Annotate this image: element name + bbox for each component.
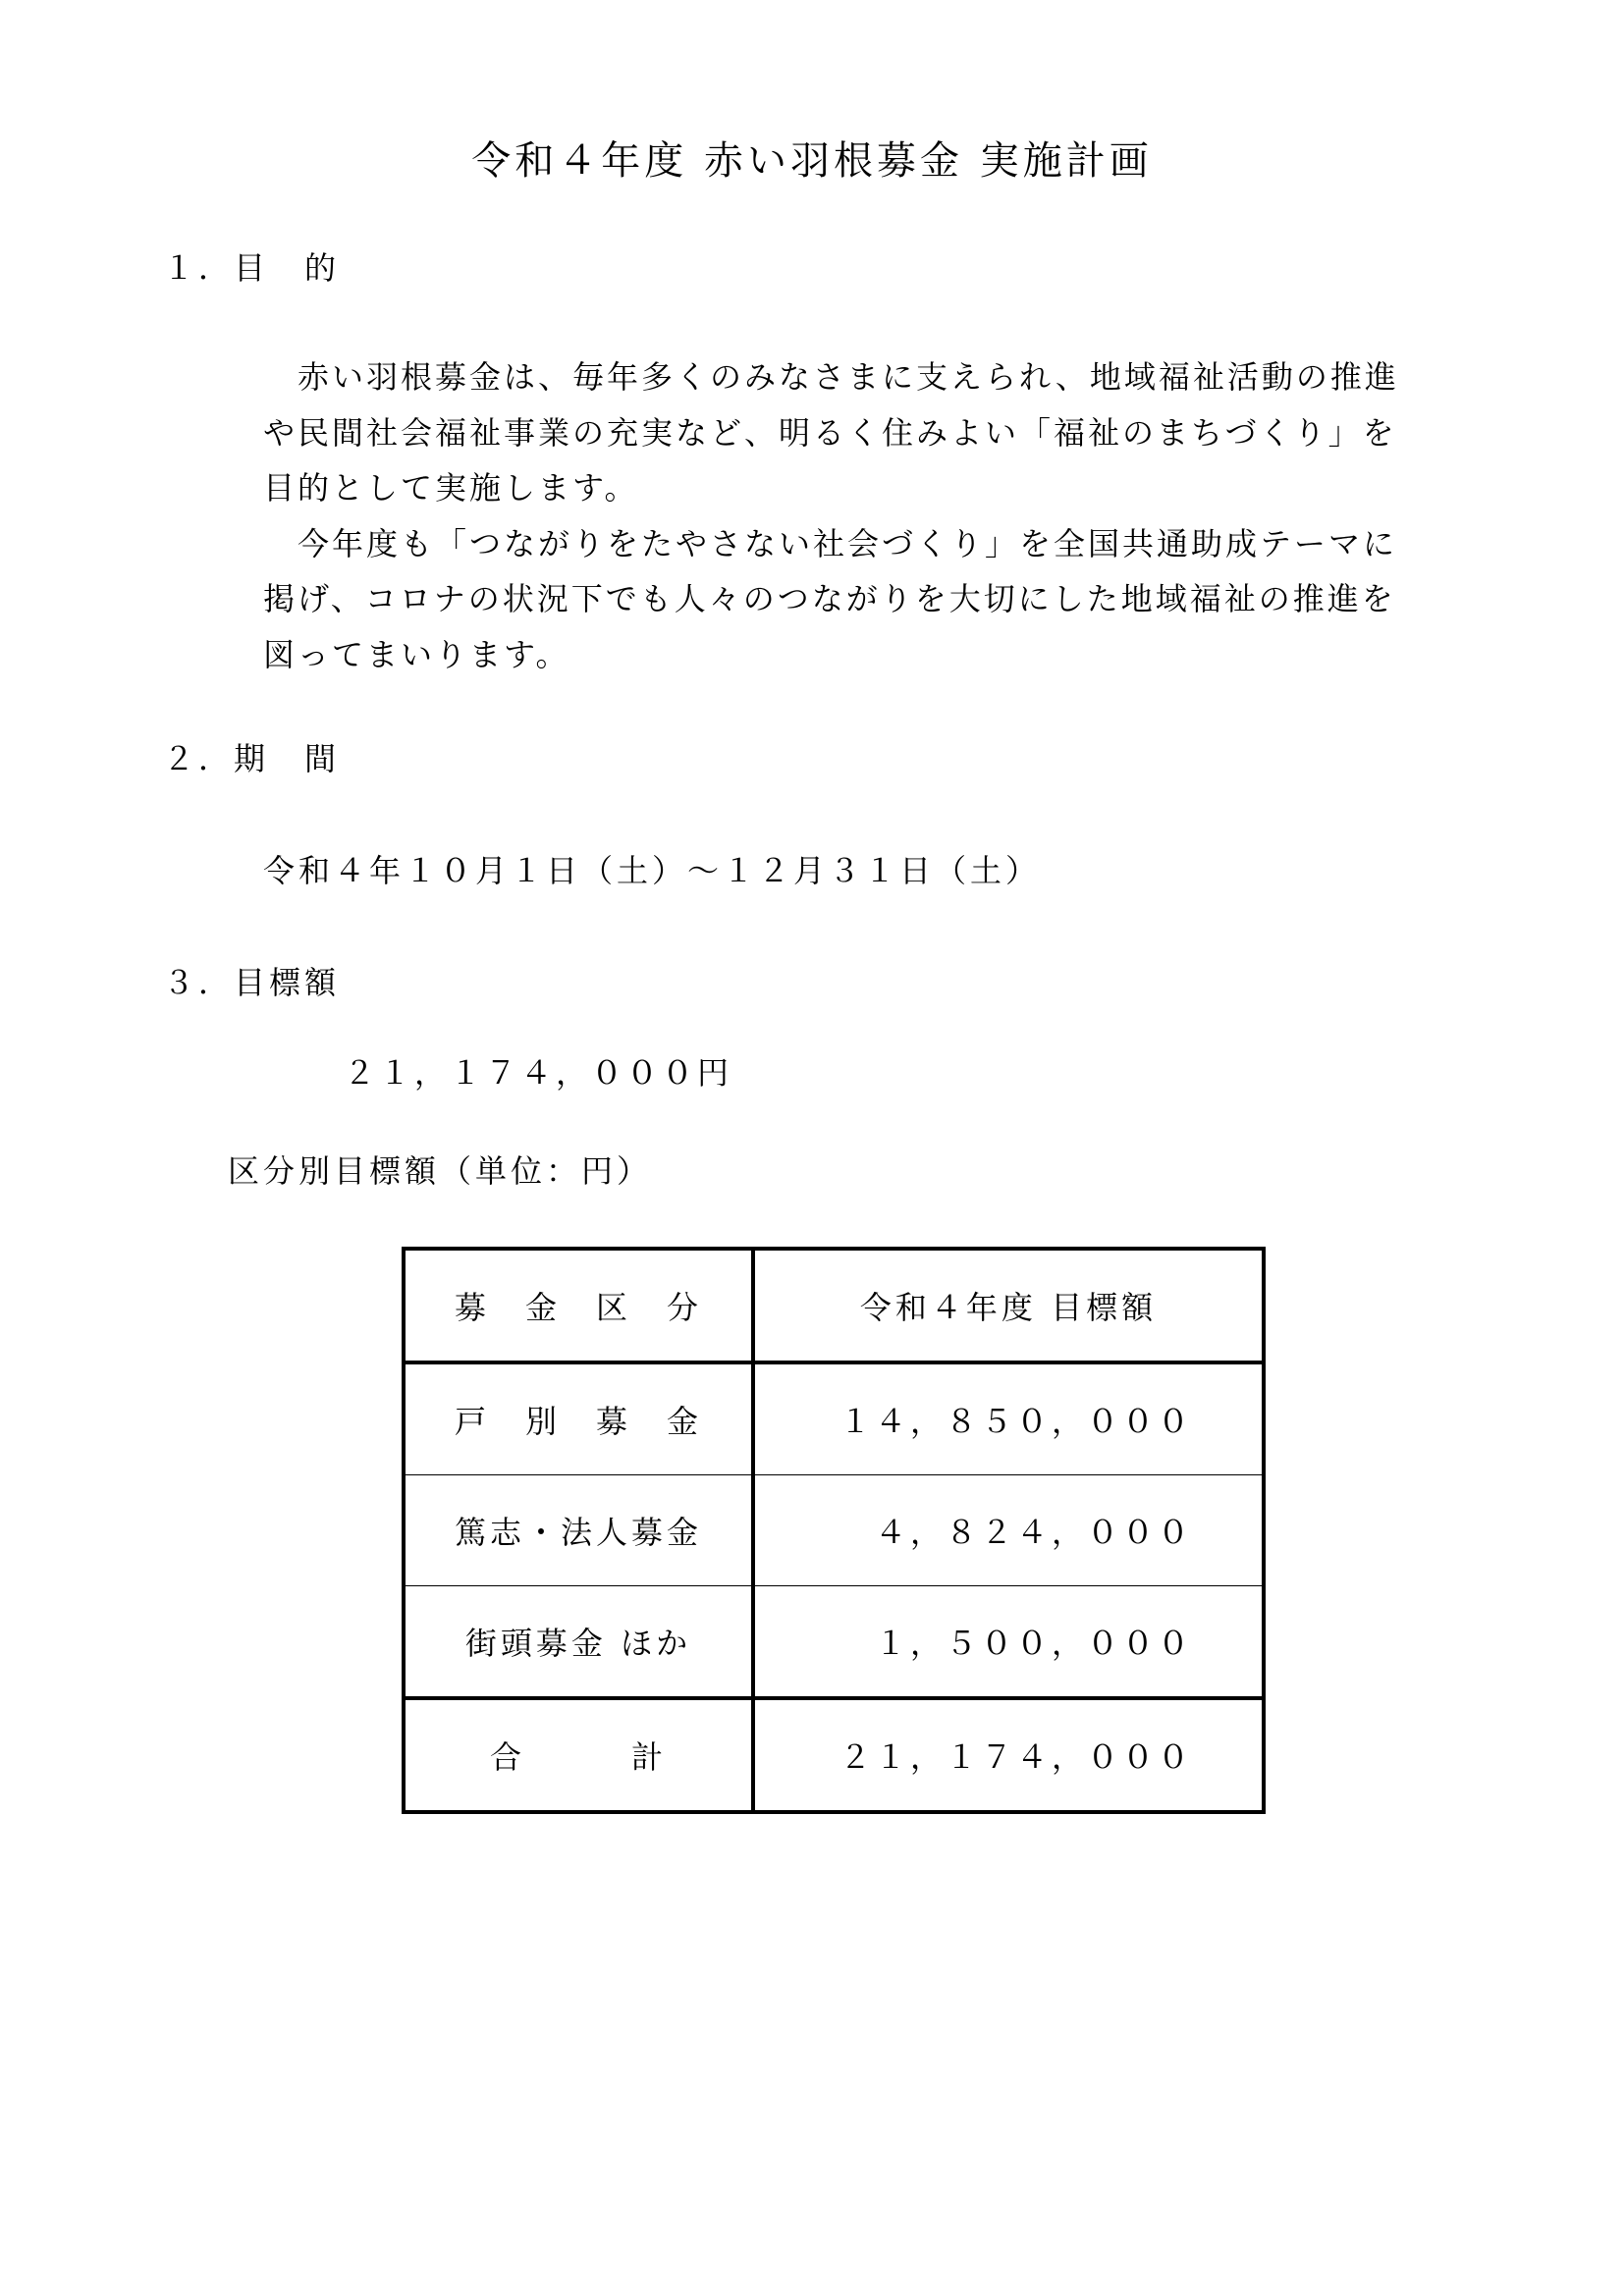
table-cell-category: 戸 別 募 金 (404, 1362, 753, 1475)
table-cell-amount: １，５００，０００ (753, 1586, 1264, 1699)
purpose-line: 今年度も「つながりをたやさない社会づくり」を全国共通助成テーマに (263, 524, 1398, 562)
purpose-line: 目的として実施します。 (263, 469, 639, 507)
purpose-line: 掲げ、コロナの状況下でも人々のつながりを大切にした地域福祉の推進を (263, 580, 1396, 617)
target-amount-table (402, 1247, 1266, 1814)
purpose-paragraph (263, 349, 1477, 682)
table-cell-amount: ４，８２４，０００ (753, 1475, 1264, 1586)
table-row (404, 1362, 1264, 1475)
table-row (404, 1586, 1264, 1699)
table-total-label: 合 計 (404, 1698, 753, 1812)
section-heading-purpose: １．目 的 (163, 249, 341, 287)
purpose-line: 図ってまいります。 (263, 635, 570, 673)
table-total-row (404, 1698, 1264, 1812)
table-total-amount: ２１，１７４，０００ (753, 1698, 1264, 1812)
period-text: 令和４年１０月１日（土）～１２月３１日（土） (263, 852, 1042, 889)
breakdown-subheading: 区分別目標額（単位：円） (228, 1152, 653, 1190)
table-cell-category: 篤志・法人募金 (404, 1475, 753, 1586)
table-row (404, 1475, 1264, 1586)
document-title: 令和４年度 赤い羽根募金 実施計画 (471, 138, 1153, 184)
target-amount: ２１，１７４，０００円 (344, 1054, 733, 1092)
table-header-category: 募 金 区 分 (404, 1249, 753, 1362)
table-cell-amount: １４，８５０，０００ (753, 1362, 1264, 1475)
table-cell-category: 街頭募金 ほか (404, 1586, 753, 1699)
section-heading-target: ３．目標額 (163, 964, 341, 1001)
table-header-amount: 令和４年度 目標額 (753, 1249, 1264, 1362)
section-heading-period: ２．期 間 (163, 740, 341, 777)
purpose-line: 赤い羽根募金は、毎年多くのみなさまに支えられ、地域福祉活動の推進 (263, 358, 1399, 396)
table-header-row (404, 1249, 1264, 1362)
purpose-line: や民間社会福祉事業の充実など、明るく住みよい「福祉のまちづくり」を (263, 413, 1397, 452)
